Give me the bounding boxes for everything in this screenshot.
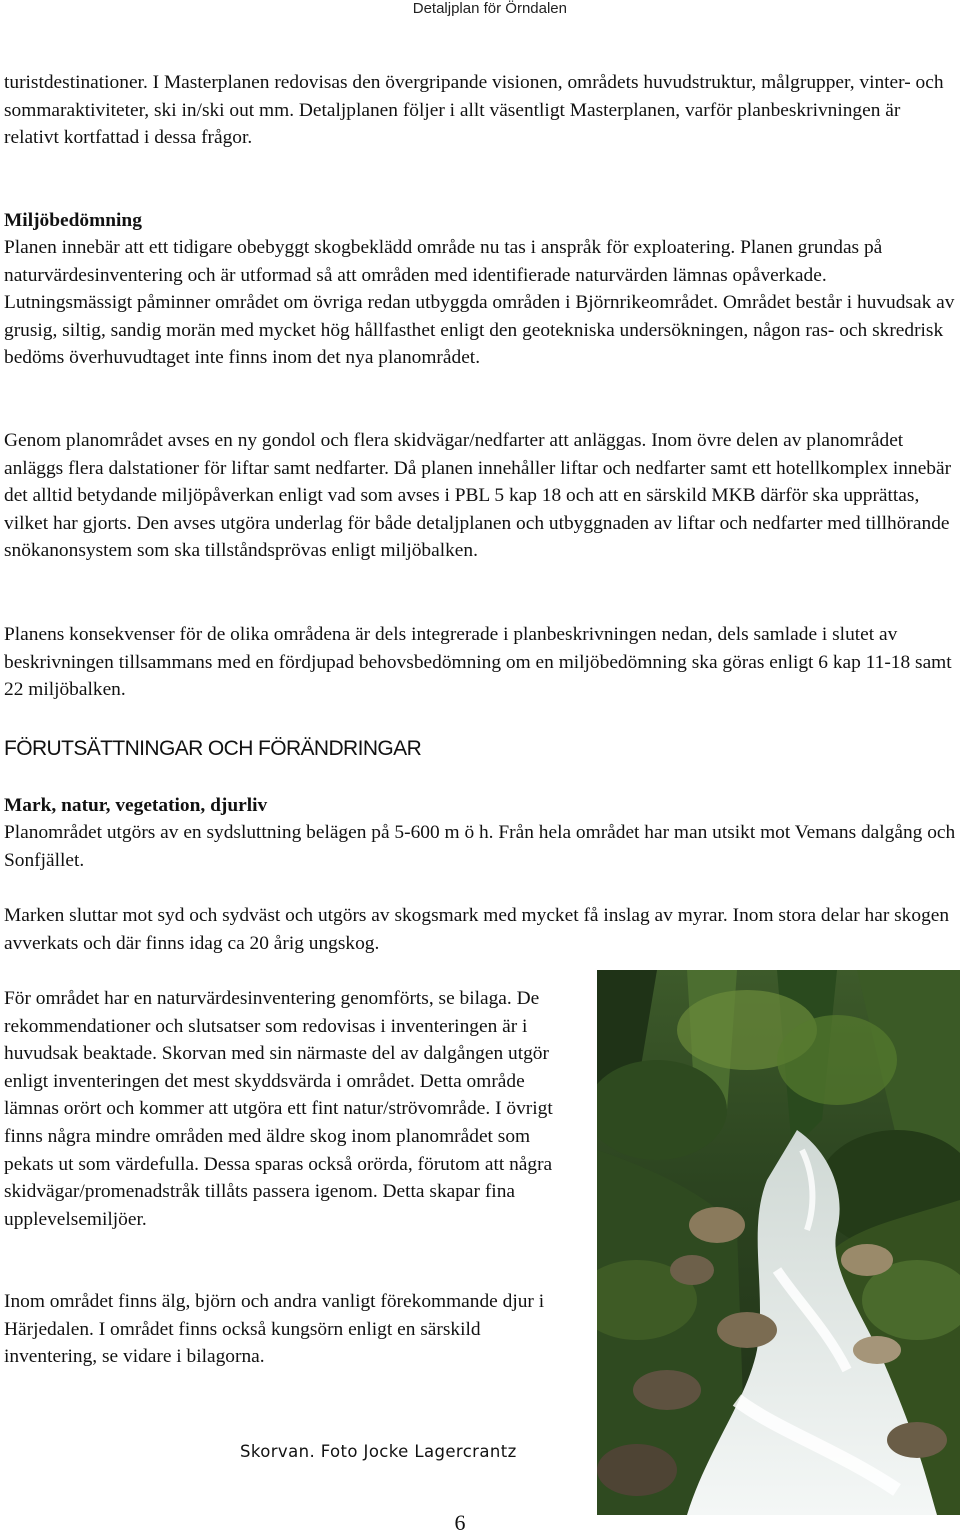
page-number: 6 (454, 1510, 466, 1535)
mark-paragraph-4: Inom området finns älg, björn och andra vanligt förekommande djur i Härjedalen. I området finns också kungsörn enligt en särskild inventering, se vidare i bilagorna. (4, 1291, 545, 1368)
section-heading: FÖRUTSÄTTNINGAR OCH FÖRÄNDRINGAR (4, 737, 422, 760)
document-title: Detaljplan för Örndalen (412, 0, 567, 17)
stream-photo (597, 970, 960, 1515)
miljobedomning-paragraph-2: Genom planområdet avses en ny gondol och flera skidvägar/nedfarter att anläggas. Inom övre delen av planområdet anläggs flera dalstationer för liftar samt nedfarter. Då planen innehåller liftar och nedfarter samt ett hotellkomplex innebär det alltid betydande miljöpåverkan enligt vad som avses i PBL 5 kap 18 och att en särskild MKB därför ska upprättas, vilket har gjorts. Den avses utgöra underlag för både detaljplanen och utbyggnaden av liftar och nedfarter med tillhörande snökanonsystem som ska tillståndsprövas enligt miljöbalken. (4, 430, 952, 562)
stream-photo-illustration (597, 970, 960, 1515)
page-header (0, 0, 567, 20)
mark-heading: Mark, natur, vegetation, djurliv (4, 795, 268, 816)
miljobedomning-paragraph-3: Planens konsekvenser för de olika områdena är dels integrerade i planbeskrivningen nedan, dels samlade i slutet av beskrivningen tillsammans med en fördjupad behovsbedömning om en miljöbedömning ska göras enligt 6 kap 11-18 samt 22 miljöbalken. (4, 624, 952, 701)
mark-paragraph-3: För området har en naturvärdesinventering genomförts, se bilaga. De rekommendationer och slutsatser som redovisas i inventeringen är i huvudsak beaktade. Skorvan med sin närmaste del av dalgången utgör enligt inventeringen det mest skyddsvärda i området. Detta område lämnas orört och kommer att utgöra ett fint natur/strövområde. I övrigt finns några mindre områden med äldre skog inom planområdet som pekats ut som värdefulla. Dessa sparas också orörda, förutom att några skidvägar/promenadstråk tillåts passera igenom. Detta skapar fina upplevelsemiljöer. (4, 988, 553, 1230)
intro-paragraph: turistdestinationer. I Masterplanen redovisas den övergripande visionen, områdets huvudstruktur, målgrupper, vinter- och sommaraktiviteter, ski in/ski out mm. Detaljplanen följer i allt väsentligt Masterplanen, varför planbeskrivningen är relativt kortfattad i dessa frågor. (4, 72, 944, 149)
miljobedomning-paragraph-1: Planen innebär att ett tidigare obebyggt skogbeklädd område nu tas i anspråk för exploatering. Planen grundas på naturvärdesinventering och är utformad så att områden med identifierade naturvärden lämnas opåverkade. Lutningsmässigt påminner området om övriga redan utbyggda områden i Björnrikeområdet. Området består i huvudsak av grusig, siltig, sandig morän med mycket hög hållfasthet enligt den geotekniska undersökningen, någon ras- och skredrisk bedöms överhuvudtaget inte finns inom det nya planområdet. (4, 237, 955, 369)
photo-caption: Skorvan. Foto Jocke Lagercrantz (240, 1442, 517, 1461)
mark-paragraph-2: Marken sluttar mot syd och sydväst och utgörs av skogsmark med mycket få inslag av myrar. Inom stora delar har skogen avverkats och där finns idag ca 20 årig ungskog. (4, 905, 950, 954)
mark-paragraph-1: Planområdet utgörs av en sydsluttning belägen på 5-600 m ö h. Från hela området har man utsikt mot Vemans dalgång och Sonfjället. (4, 822, 956, 871)
miljobedomning-heading: Miljöbedömning (4, 210, 142, 231)
